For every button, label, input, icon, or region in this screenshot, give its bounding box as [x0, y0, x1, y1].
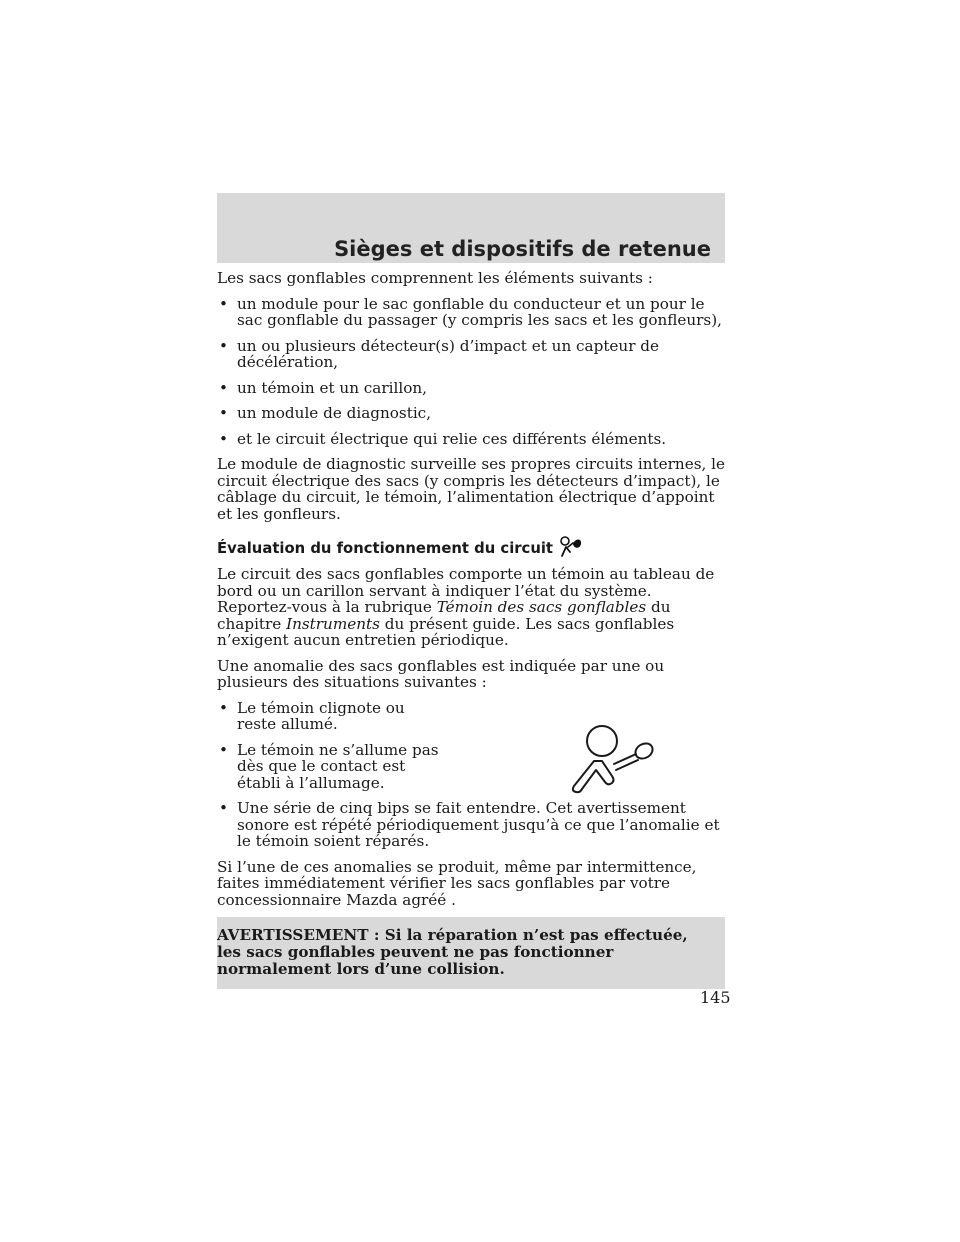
- reference-instruments: Instruments: [286, 614, 380, 633]
- page-title: Sièges et dispositifs de retenue: [334, 237, 711, 261]
- section-heading-text: Évaluation du fonctionnement du circuit: [217, 539, 554, 557]
- list-item: • Le témoin clignote ou reste allumé.: [217, 700, 442, 733]
- symptoms-list-continued: [217, 800, 725, 850]
- system-paragraph: Le circuit des sacs gonflables comporte un témoin au tableau de bord ou un carillon servant à indiquer l’état du système. Reportez-vous à la rubrique Témoin des sacs gonflables du chapitre Instruments du présent guide. Les sacs gonflables n’exigent aucun entretien périodique.: [217, 565, 715, 649]
- airbag-indicator-icon: [562, 724, 670, 804]
- diagnostic-paragraph: Le module de diagnostic surveille ses propres circuits internes, le circuit électrique des sacs (y compris les détecteurs d’impact), le câblage du circuit, le témoin, l’alimentation électrique d’appoint et les gonfleurs.: [217, 455, 725, 523]
- list-item: • Le témoin ne s’allume pas dès que le contact est établi à l’allumage.: [217, 742, 442, 792]
- symptoms-block: [217, 700, 725, 792]
- list-item: • un module de diagnostic,: [217, 405, 725, 422]
- page-number: 145: [700, 988, 731, 1007]
- page-content: [217, 270, 725, 989]
- symptoms-list: [217, 700, 442, 792]
- list-item: • un témoin et un carillon,: [217, 380, 725, 397]
- list-item: • Une série de cinq bips se fait entendre. Cet avertissement sonore est répété périodiquement jusqu’à ce que l’anomalie et le témoin soient réparés.: [217, 800, 725, 850]
- header-band: [217, 193, 725, 263]
- anomaly-intro-paragraph: Une anomalie des sacs gonflables est indiquée par une ou plusieurs des situations suivantes :: [217, 656, 665, 691]
- reference-airbag-lamp: Témoin des sacs gonflables: [436, 598, 647, 616]
- list-item: • et le circuit électrique qui relie ces différents éléments.: [217, 431, 725, 448]
- list-item: • un module pour le sac gonflable du conducteur et un pour le sac gonflable du passager (y compris les sacs et les gonfleurs),: [217, 296, 725, 329]
- airbag-warning-icon: [557, 535, 583, 557]
- dealer-paragraph: Si l’une de ces anomalies se produit, même par intermittence, faites immédiatement vérifier les sacs gonflables par votre concessionnaire Mazda agréé .: [217, 857, 697, 909]
- warning-box: AVERTISSEMENT : Si la réparation n’est pas effectuée, les sacs gonflables peuvent ne pas fonctionner normalement lors d’une collision.: [217, 917, 725, 989]
- components-list: [217, 296, 725, 448]
- list-item: • un ou plusieurs détecteur(s) d’impact et un capteur de décélération,: [217, 338, 725, 371]
- section-heading: [217, 535, 725, 557]
- intro-paragraph: Les sacs gonflables comprennent les éléments suivants :: [217, 269, 653, 287]
